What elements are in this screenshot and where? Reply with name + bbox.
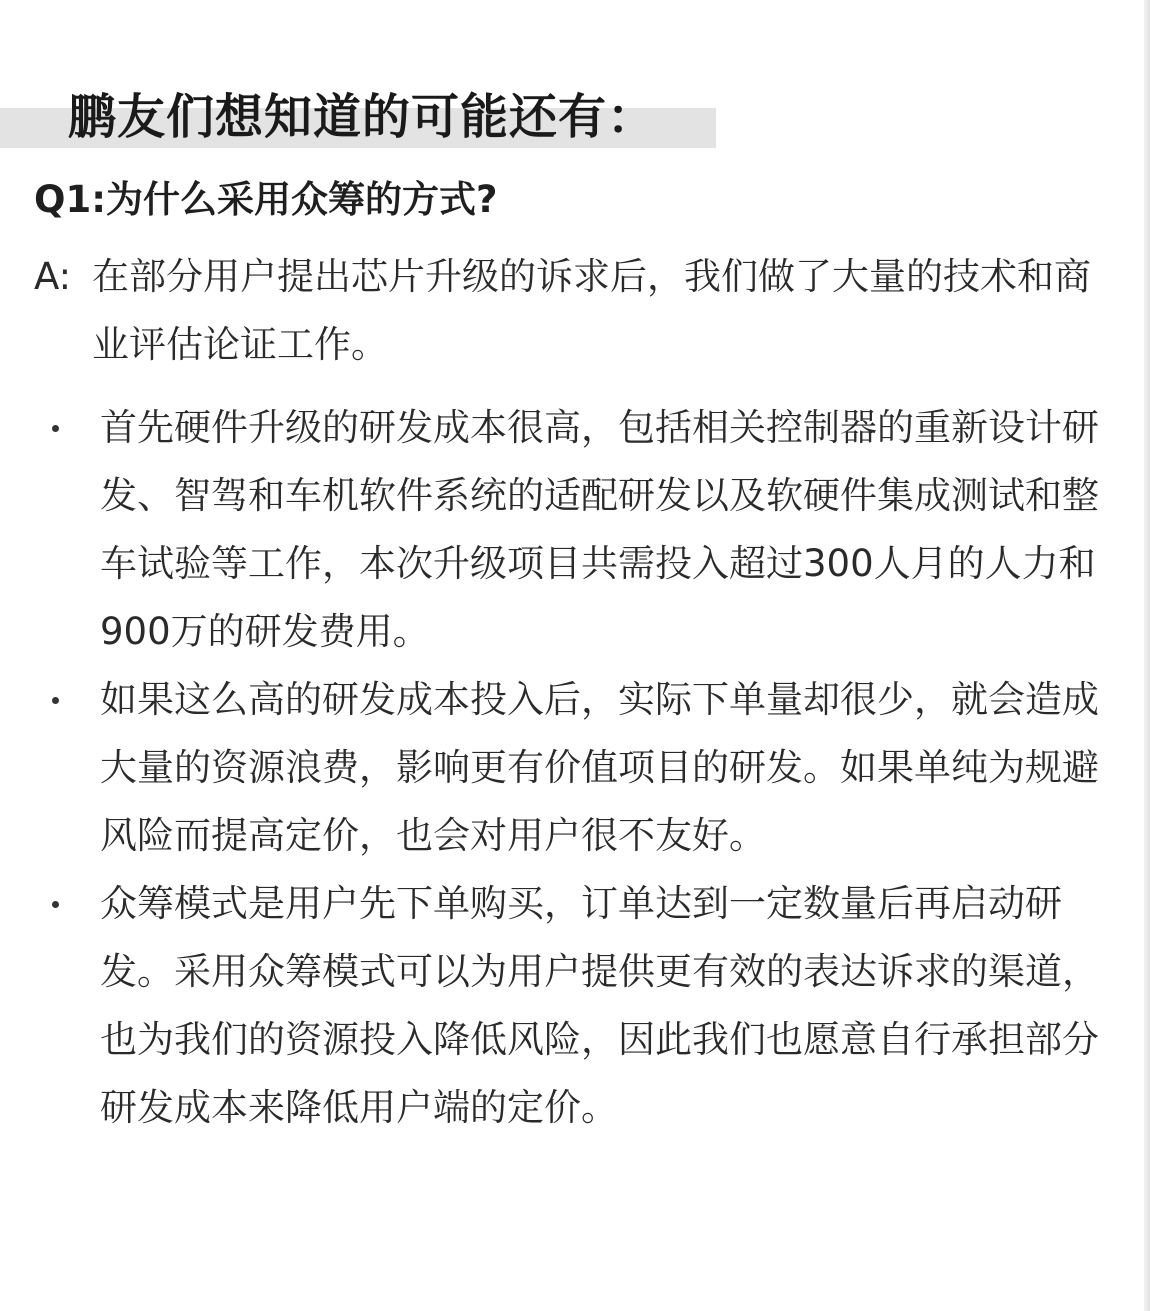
section-heading: 鹏友们想知道的可能还有： bbox=[68, 89, 657, 145]
reason-text: 首先硬件升级的研发成本很高，包括相关控制器的重新设计研发、智驾和车机软件系统的适配研发以及软硬件集成测试和整车试验等工作，本次升级项目共需投入超过300人月的人力和900万的研发费用。 bbox=[100, 406, 1099, 653]
reason-text: 如果这么高的研发成本投入后，实际下单量却很少，就会造成大量的资源浪费，影响更有价值项目的研发。如果单纯为规避风险而提高定价，也会对用户很不友好。 bbox=[100, 678, 1099, 857]
question-title: Q1:为什么采用众筹的方式? bbox=[34, 178, 498, 221]
answer-prefix: A: bbox=[34, 255, 72, 298]
reason-item-cost bbox=[52, 394, 1116, 666]
reason-item-waste bbox=[52, 666, 1116, 870]
page-edge-shadow bbox=[1144, 0, 1150, 1311]
answer-paragraph bbox=[34, 243, 1114, 379]
reason-item-crowdfunding bbox=[52, 870, 1116, 1142]
bullet-dot-icon bbox=[52, 901, 59, 908]
bullet-dot-icon bbox=[52, 697, 59, 704]
reason-text: 众筹模式是用户先下单购买，订单达到一定数量后再启动研发。采用众筹模式可以为用户提供更有效的表达诉求的渠道，也为我们的资源投入降低风险，因此我们也愿意自行承担部分研发成本来降低用户端的定价。 bbox=[100, 882, 1099, 1129]
reason-list bbox=[52, 394, 1116, 1142]
answer-text: 在部分用户提出芯片升级的诉求后，我们做了大量的技术和商业评估论证工作。 bbox=[92, 255, 1091, 366]
bullet-dot-icon bbox=[52, 425, 59, 432]
